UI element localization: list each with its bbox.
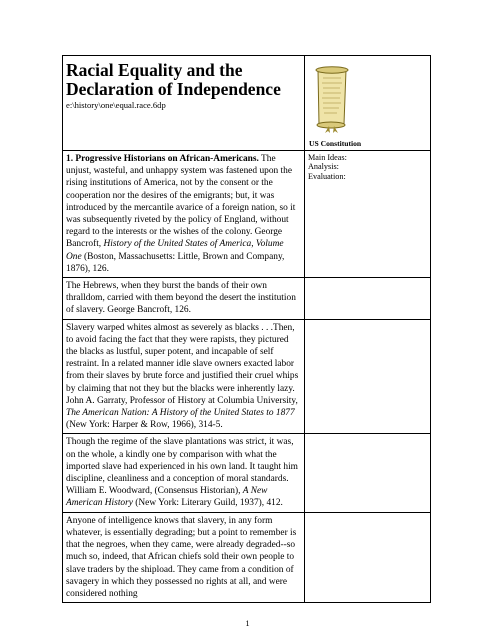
section-row (63, 278, 431, 320)
notes-cell[interactable] (305, 512, 431, 602)
source-details: (New York: Harper & Row, 1966), 314-5. (66, 420, 223, 431)
header-row (63, 56, 431, 151)
source-title: History of the United States of America, Volume One (66, 239, 284, 262)
source-details: (Boston, Massachusetts: Little, Brown and Company, 1876), 126. (66, 251, 285, 274)
section-row (63, 512, 431, 602)
source-title: A New American History (66, 486, 268, 509)
image-caption: US Constitution (309, 139, 362, 148)
title-line-1: Racial Equality and the (66, 60, 243, 80)
section-text: Anyone of intelligence knows that slavery, in any form whatever, is essentially degrading; but a point to remember is that the negroes, when they came, were already degraded--so much so, indeed, that African chiefs sold their own people to slave traders by the shipload. They came from a condition of savagery in which they possessed no rights at all, and were considered nothing (66, 515, 297, 599)
document-title (66, 61, 301, 99)
analysis-label: Analysis: (308, 162, 339, 172)
section-text: Though the regime of the slave plantations was strict, it was, on the whole, a kindly one by comparison with what the imported slave had experienced in his own land. It taught him discipline, cleanliness and a conception of moral standards. William E. Woodward, (Consensus Historian), (66, 437, 298, 497)
section-text: The Hebrews, when they burst the bands of their own thralldom, carried with them beyond the desert the institution of slavery. George Bancroft, 126. (66, 281, 296, 316)
notes-cell[interactable] (305, 151, 431, 278)
section-text: Slavery warped whites almost as severely as blacks . . .Then, to avoid facing the fact that they were rapists, they pictured the blacks as lustful, super potent, and incapable of self restraint. In a related manner idle slave owners exacted labor from their slaves by brute force and justified their cruel whips by claiming that not they but the blacks were inherently lazy. John A. Garraty, Professor of History at Columbia University, (66, 322, 299, 406)
section-text: The unjust, wasteful, and unhappy system was fastened upon the rising institutions of America, not by the consent or the cooperation nor the desires of the emigrants; but, it was introduced by the mercantile avarice of a foreign nation, so it was subsequently riveted by the policy of England, without regard to the interests or the wishes of the colony. George Bancroft, (66, 154, 296, 250)
section-heading: 1. Progressive Historians on African-Americans. (66, 154, 259, 164)
section-1-cell (63, 151, 305, 278)
main-ideas-label: Main Ideas: (308, 153, 347, 162)
notes-cell[interactable] (305, 278, 431, 320)
worksheet-table (62, 55, 431, 603)
image-cell (305, 56, 431, 151)
section-row (63, 434, 431, 512)
section-row (63, 319, 431, 434)
scroll-icon (313, 64, 351, 134)
title-cell (63, 56, 305, 151)
section-2-cell (63, 278, 305, 320)
file-path: e:\history\one\equal.race.6dp (66, 100, 166, 110)
evaluation-label: Evaluation: (308, 171, 346, 181)
source-details: (New York: Literary Guild, 1937), 412. (132, 498, 283, 509)
section-4-cell (63, 434, 305, 512)
source-title: The American Nation: A History of the United States to 1877 (66, 408, 295, 419)
notes-cell[interactable] (305, 319, 431, 434)
section-5-cell (63, 512, 305, 602)
page-number: 1 (245, 618, 250, 628)
notes-cell[interactable] (305, 434, 431, 512)
section-3-cell (63, 319, 305, 434)
section-row (63, 151, 431, 278)
title-line-2: Declaration of Independence (66, 79, 281, 99)
